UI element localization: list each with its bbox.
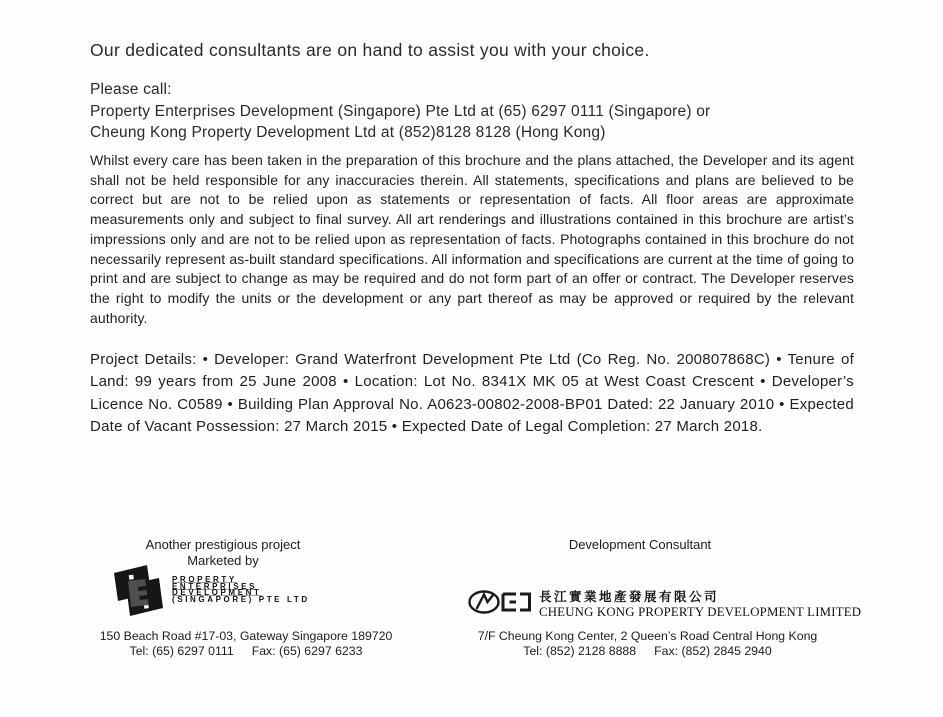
logo-line-development: DEVELOPMENT bbox=[172, 588, 262, 597]
logo-line-enterprises: ENTERPRISES bbox=[172, 581, 258, 591]
disclaimer-paragraph: Whilst every care has been taken in the preparation of this brochure and the plans attached, the Developer and its agent shall not be held responsible for any inaccuracies therein. All statements, specifications and plans are believed to be correct but are not to be relied upon as statements or representation of facts. All floor areas are approximate measurements only and subject to final survey. All art renderings and illustrations contained in this brochure are artist’s impressions only and are not to be relied upon as representation of facts. Photographs contained in this brochure do not necessarily represent as-built standard specifications. All information and specifications are current at the time of going to print and are subject to change as may be required and do not form part of an offer or contract. The Developer reserves the right to modify the units or the development or any part thereof as may be approved or required by the relevant authority. bbox=[90, 152, 854, 326]
contact-intro: Please call: bbox=[90, 81, 172, 98]
consultant-phones bbox=[455, 644, 840, 659]
logo-line-singapore-pte-ltd: (SINGAPORE) PTE LTD bbox=[172, 594, 310, 604]
consultant-name-english: CHEUNG KONG PROPERTY DEVELOPMENT LIMITED bbox=[539, 604, 862, 619]
consultant-address: 7/F Cheung Kong Center, 2 Queen’s Road Central Hong Kong bbox=[477, 629, 818, 643]
marketer-heading-line2: Marketed by bbox=[187, 552, 259, 568]
consultant-address-block bbox=[455, 629, 840, 659]
headline: Our dedicated consultants are on hand to assist you with your choice. bbox=[90, 40, 650, 60]
contact-line-hongkong: Cheung Kong Property Development Ltd at (852)8128 8128 (Hong Kong) bbox=[90, 124, 606, 141]
marketer-fax: Fax: (65) 6297 6233 bbox=[251, 643, 363, 658]
logo-line-property: PROPERTY bbox=[172, 575, 237, 584]
marketer-address: 150 Beach Road #17-03, Gateway Singapore 189720 bbox=[99, 629, 393, 643]
consultant-heading: Development Consultant bbox=[568, 537, 712, 552]
consultant-tel: Tel: (852) 2128 8888 bbox=[523, 643, 637, 658]
consultant-names bbox=[539, 591, 861, 619]
contact-block bbox=[90, 79, 880, 144]
marketer-phones bbox=[85, 644, 407, 659]
project-details-paragraph: Project Details: • Developer: Grand Waterfront Development Pte Ltd (Co Reg. No. 200807868C) • Tenure of Land: 99 years from 25 June 2008 • Location: Lot No. 8341X MK 05 at West Coast Crescent • Developer’s Licence No. C0589 • Building Plan Approval No. A0623-00802-2008-BP01 Dated: 22 January 2010 • Expected Date of Vacant Possession: 27 March 2015 • Expected Date of Legal Completion: 27 March 2018. bbox=[90, 351, 854, 436]
contact-line-singapore: Property Enterprises Development (Singapore) Pte Ltd at (65) 6297 0111 (Singapore) or bbox=[90, 102, 711, 120]
marketer-tel: Tel: (65) 6297 0111 bbox=[129, 643, 234, 658]
property-enterprises-development-logo-icon bbox=[112, 563, 166, 624]
marketer-logo-text bbox=[172, 575, 310, 604]
consultant-fax: Fax: (852) 2845 2940 bbox=[654, 643, 772, 658]
marketer-heading-line1: Another prestigious project bbox=[145, 537, 301, 552]
consultant-name-chinese: 長江實業地產發展有限公司 bbox=[539, 589, 720, 604]
marketer-address-block bbox=[85, 629, 407, 659]
cheung-kong-logo-icon bbox=[468, 584, 532, 625]
consultant-logo-row bbox=[468, 584, 861, 625]
